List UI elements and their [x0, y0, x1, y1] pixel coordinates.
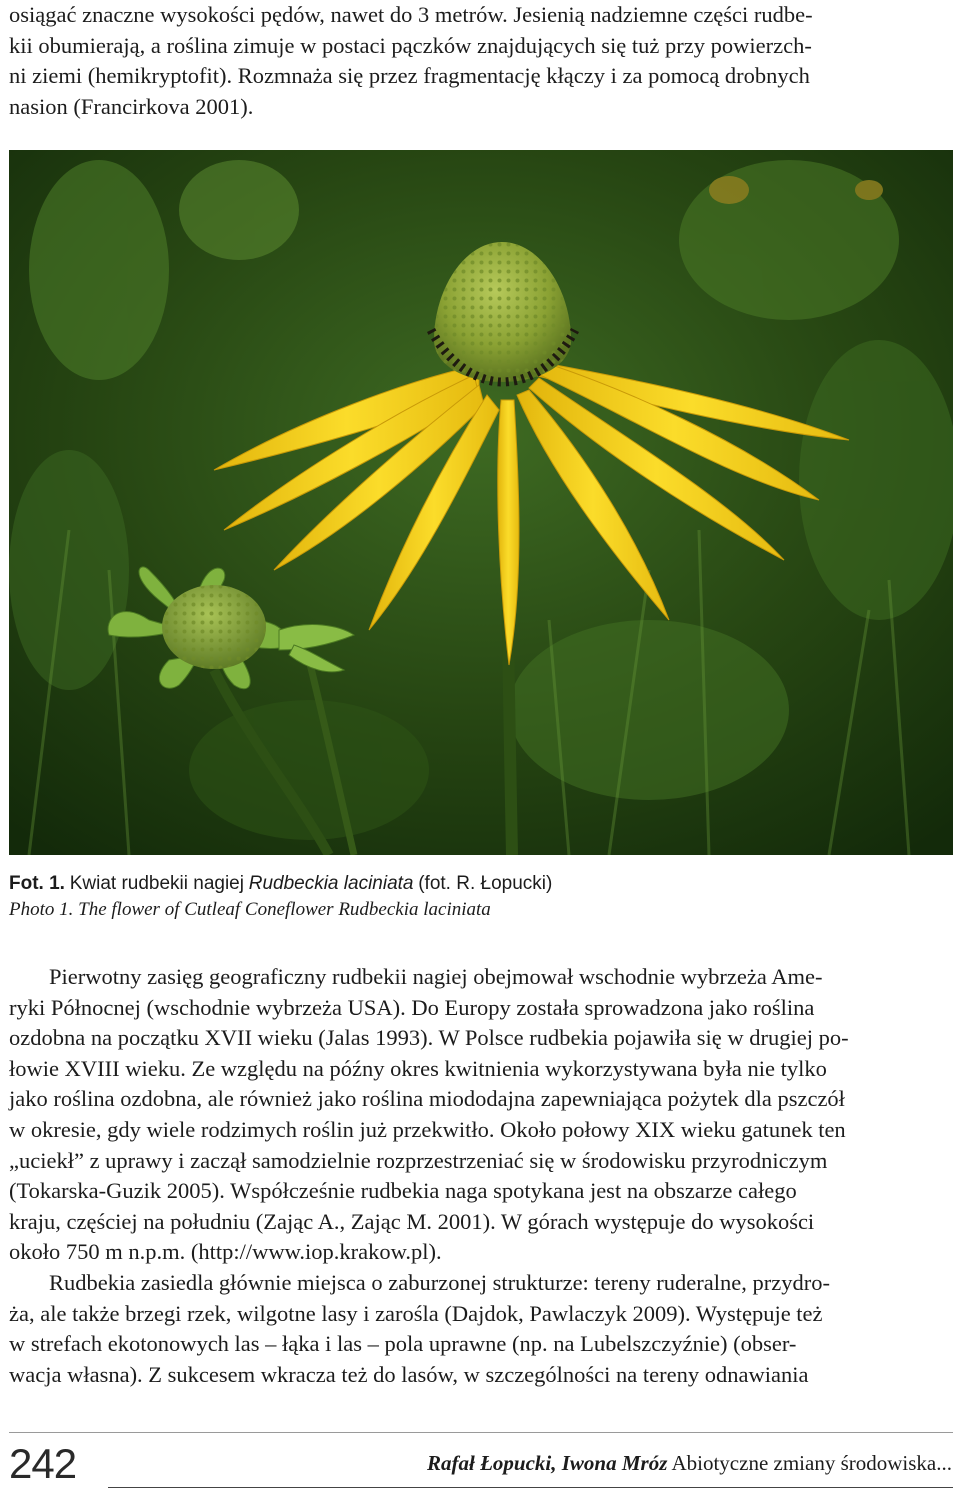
- running-footer: [427, 1450, 952, 1476]
- body-line: ryki Północnej (wschodnie wybrzeża USA). Do Europy została sprowadzona jako roślina: [9, 994, 815, 1020]
- intro-line: nasion (Francirkova 2001).: [9, 93, 254, 119]
- body-line: około 750 m n.p.m. (http://www.iop.krakow.pl).: [9, 1239, 442, 1265]
- body-line: w okresie, gdy wiele rodzimych roślin już przekwitło. Około połowy XIX wieku gatunek ten: [9, 1116, 846, 1142]
- intro-paragraph: [9, 0, 953, 122]
- footer-authors: Rafał Łopucki, Iwona Mróz: [427, 1451, 668, 1475]
- footer-underline: [108, 1487, 953, 1488]
- caption-english-text: Photo 1. The flower of Cutleaf Coneflower Rudbeckia laciniata: [9, 899, 491, 920]
- caption-label: Fot. 1.: [9, 873, 65, 894]
- intro-line: osiągać znaczne wysokości pędów, nawet do 3 metrów. Jesienią nadziemne części rudbe-: [9, 2, 813, 27]
- photo-caption-english: [9, 898, 953, 922]
- footer-rule: [9, 1432, 953, 1433]
- body-paragraph-2: [9, 1268, 953, 1390]
- body-paragraph-1: [9, 962, 953, 1268]
- page-number: 242: [9, 1440, 77, 1487]
- caption-text: Kwiat rudbekii nagiej: [69, 873, 244, 894]
- body-line: w strefach ekotonowych las – łąka i las – pola uprawne (np. na Lubelszczyźnie) (obser-: [9, 1331, 797, 1357]
- footer-title: Abiotyczne zmiany środowiska...: [671, 1451, 952, 1475]
- photo-caption-polish: [9, 872, 953, 896]
- body-line: Rudbekia zasiedla głównie miejsca o zaburzonej strukturze: tereny ruderalne, przydro-: [49, 1270, 830, 1295]
- flower-photo: [9, 150, 953, 855]
- body-line: Pierwotny zasięg geograficzny rudbekii nagiej obejmował wschodnie wybrzeża Ame-: [49, 964, 823, 989]
- body-line: wacja własna). Z sukcesem wkracza też do lasów, w szczególności na tereny odnawiania: [9, 1361, 809, 1387]
- body-line: łowie XVIII wieku. Ze względu na późny okres kwitnienia wykorzystywana była nie tylko: [9, 1055, 827, 1081]
- body-line: kraju, częściej na południu (Zając A., Zając M. 2001). W górach występuje do wysokości: [9, 1208, 815, 1234]
- flower-photo-illustration: [9, 150, 953, 855]
- body-line: (Tokarska-Guzik 2005). Współcześnie rudbekia naga spotykana jest na obszarze całego: [9, 1178, 797, 1204]
- intro-line: kii obumierają, a roślina zimuje w postaci pączków znajdujących się tuż przy powierzch-: [9, 32, 812, 58]
- body-line: ża, ale także brzegi rzek, wilgotne lasy i zarośla (Dajdok, Pawlaczyk 2009). Występuje też: [9, 1300, 823, 1326]
- caption-credit: (fot. R. Łopucki): [418, 873, 553, 894]
- caption-species: Rudbeckia laciniata: [248, 873, 414, 894]
- intro-line: ni ziemi (hemikryptofit). Rozmnaża się przez fragmentację kłączy i za pomocą drobnych: [9, 63, 810, 89]
- body-line: „uciekł” z uprawy i zaczął samodzielnie rozprzestrzeniać się w środowisku przyrodniczym: [9, 1147, 828, 1173]
- body-line: ozdobna na początku XVII wieku (Jalas 1993). W Polsce rudbekia pojawiła się w drugiej po-: [9, 1025, 849, 1051]
- body-line: jako roślina ozdobna, ale również jako roślina miododajna zapewniająca pożytek dla pszczół: [9, 1086, 845, 1112]
